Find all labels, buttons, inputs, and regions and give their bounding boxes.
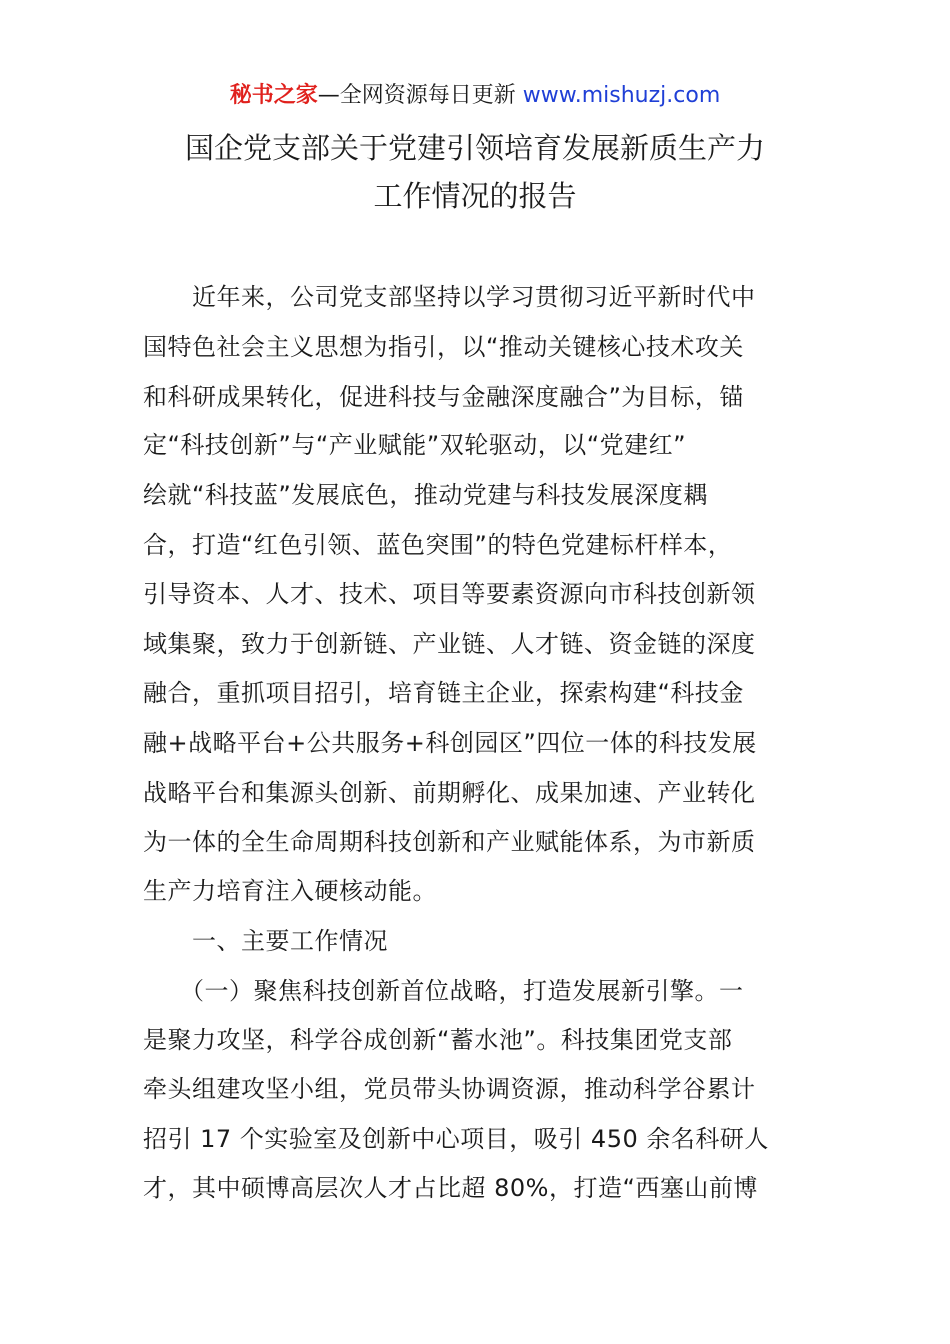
body-line: 国特色社会主义思想为指引，以“推动关键核心技术攻关 (143, 333, 744, 361)
body-line: 招引 17 个实验室及创新中心项目，吸引 450 余名科研人 (143, 1125, 769, 1153)
body-line: 牵头组建攻坚小组，党员带头协调资源，推动科学谷累计 (143, 1075, 756, 1103)
body-line: 合，打造“红色引领、蓝色突围”的特色党建标杆样本， (143, 531, 733, 559)
document-title-line-2: 工作情况的报告 (373, 179, 577, 213)
body-line: 引导资本、人才、技术、项目等要素资源向市科技创新领 (143, 580, 756, 608)
site-url-link[interactable]: www.mishuzj.com (522, 83, 721, 108)
site-tagline: —全网资源每日更新 (317, 83, 516, 108)
body-line: 融合，重抓项目招引，培育链主企业，探索构建“科技金 (143, 679, 744, 707)
body-line: 域集聚，致力于创新链、产业链、人才链、资金链的深度 (143, 630, 756, 658)
body-line: 和科研成果转化，促进科技与金融深度融合”为目标，锚 (143, 383, 744, 411)
section-heading: 一、主要工作情况 (143, 927, 388, 955)
body-line: 生产力培育注入硬核动能。 (143, 877, 437, 905)
body-line: 是聚力攻坚，科学谷成创新“蓄水池”。科技集团党支部 (143, 1026, 733, 1054)
site-header (0, 80, 950, 112)
document-title-line-1: 国企党支部关于党建引领培育发展新质生产力 (184, 131, 765, 165)
body-line: 才，其中硕博高层次人才占比超 80%，打造“西塞山前博 (143, 1174, 758, 1202)
body-line: 绘就“科技蓝”发展底色，推动党建与科技发展深度耦 (143, 481, 708, 509)
body-line: 近年来，公司党支部坚持以学习贯彻习近平新时代中 (143, 283, 756, 311)
site-brand: 秘书之家 (229, 83, 318, 108)
body-line: 定“科技创新”与“产业赋能”双轮驱动，以“党建红” (143, 431, 687, 459)
body-line: 战略平台和集源头创新、前期孵化、成果加速、产业转化 (143, 779, 756, 807)
body-line: 融+战略平台+公共服务+科创园区”四位一体的科技发展 (143, 729, 757, 757)
body-line: （一）聚焦科技创新首位战略，打造发展新引擎。一 (143, 977, 744, 1005)
body-line: 为一体的全生命周期科技创新和产业赋能体系，为市新质 (143, 828, 756, 856)
